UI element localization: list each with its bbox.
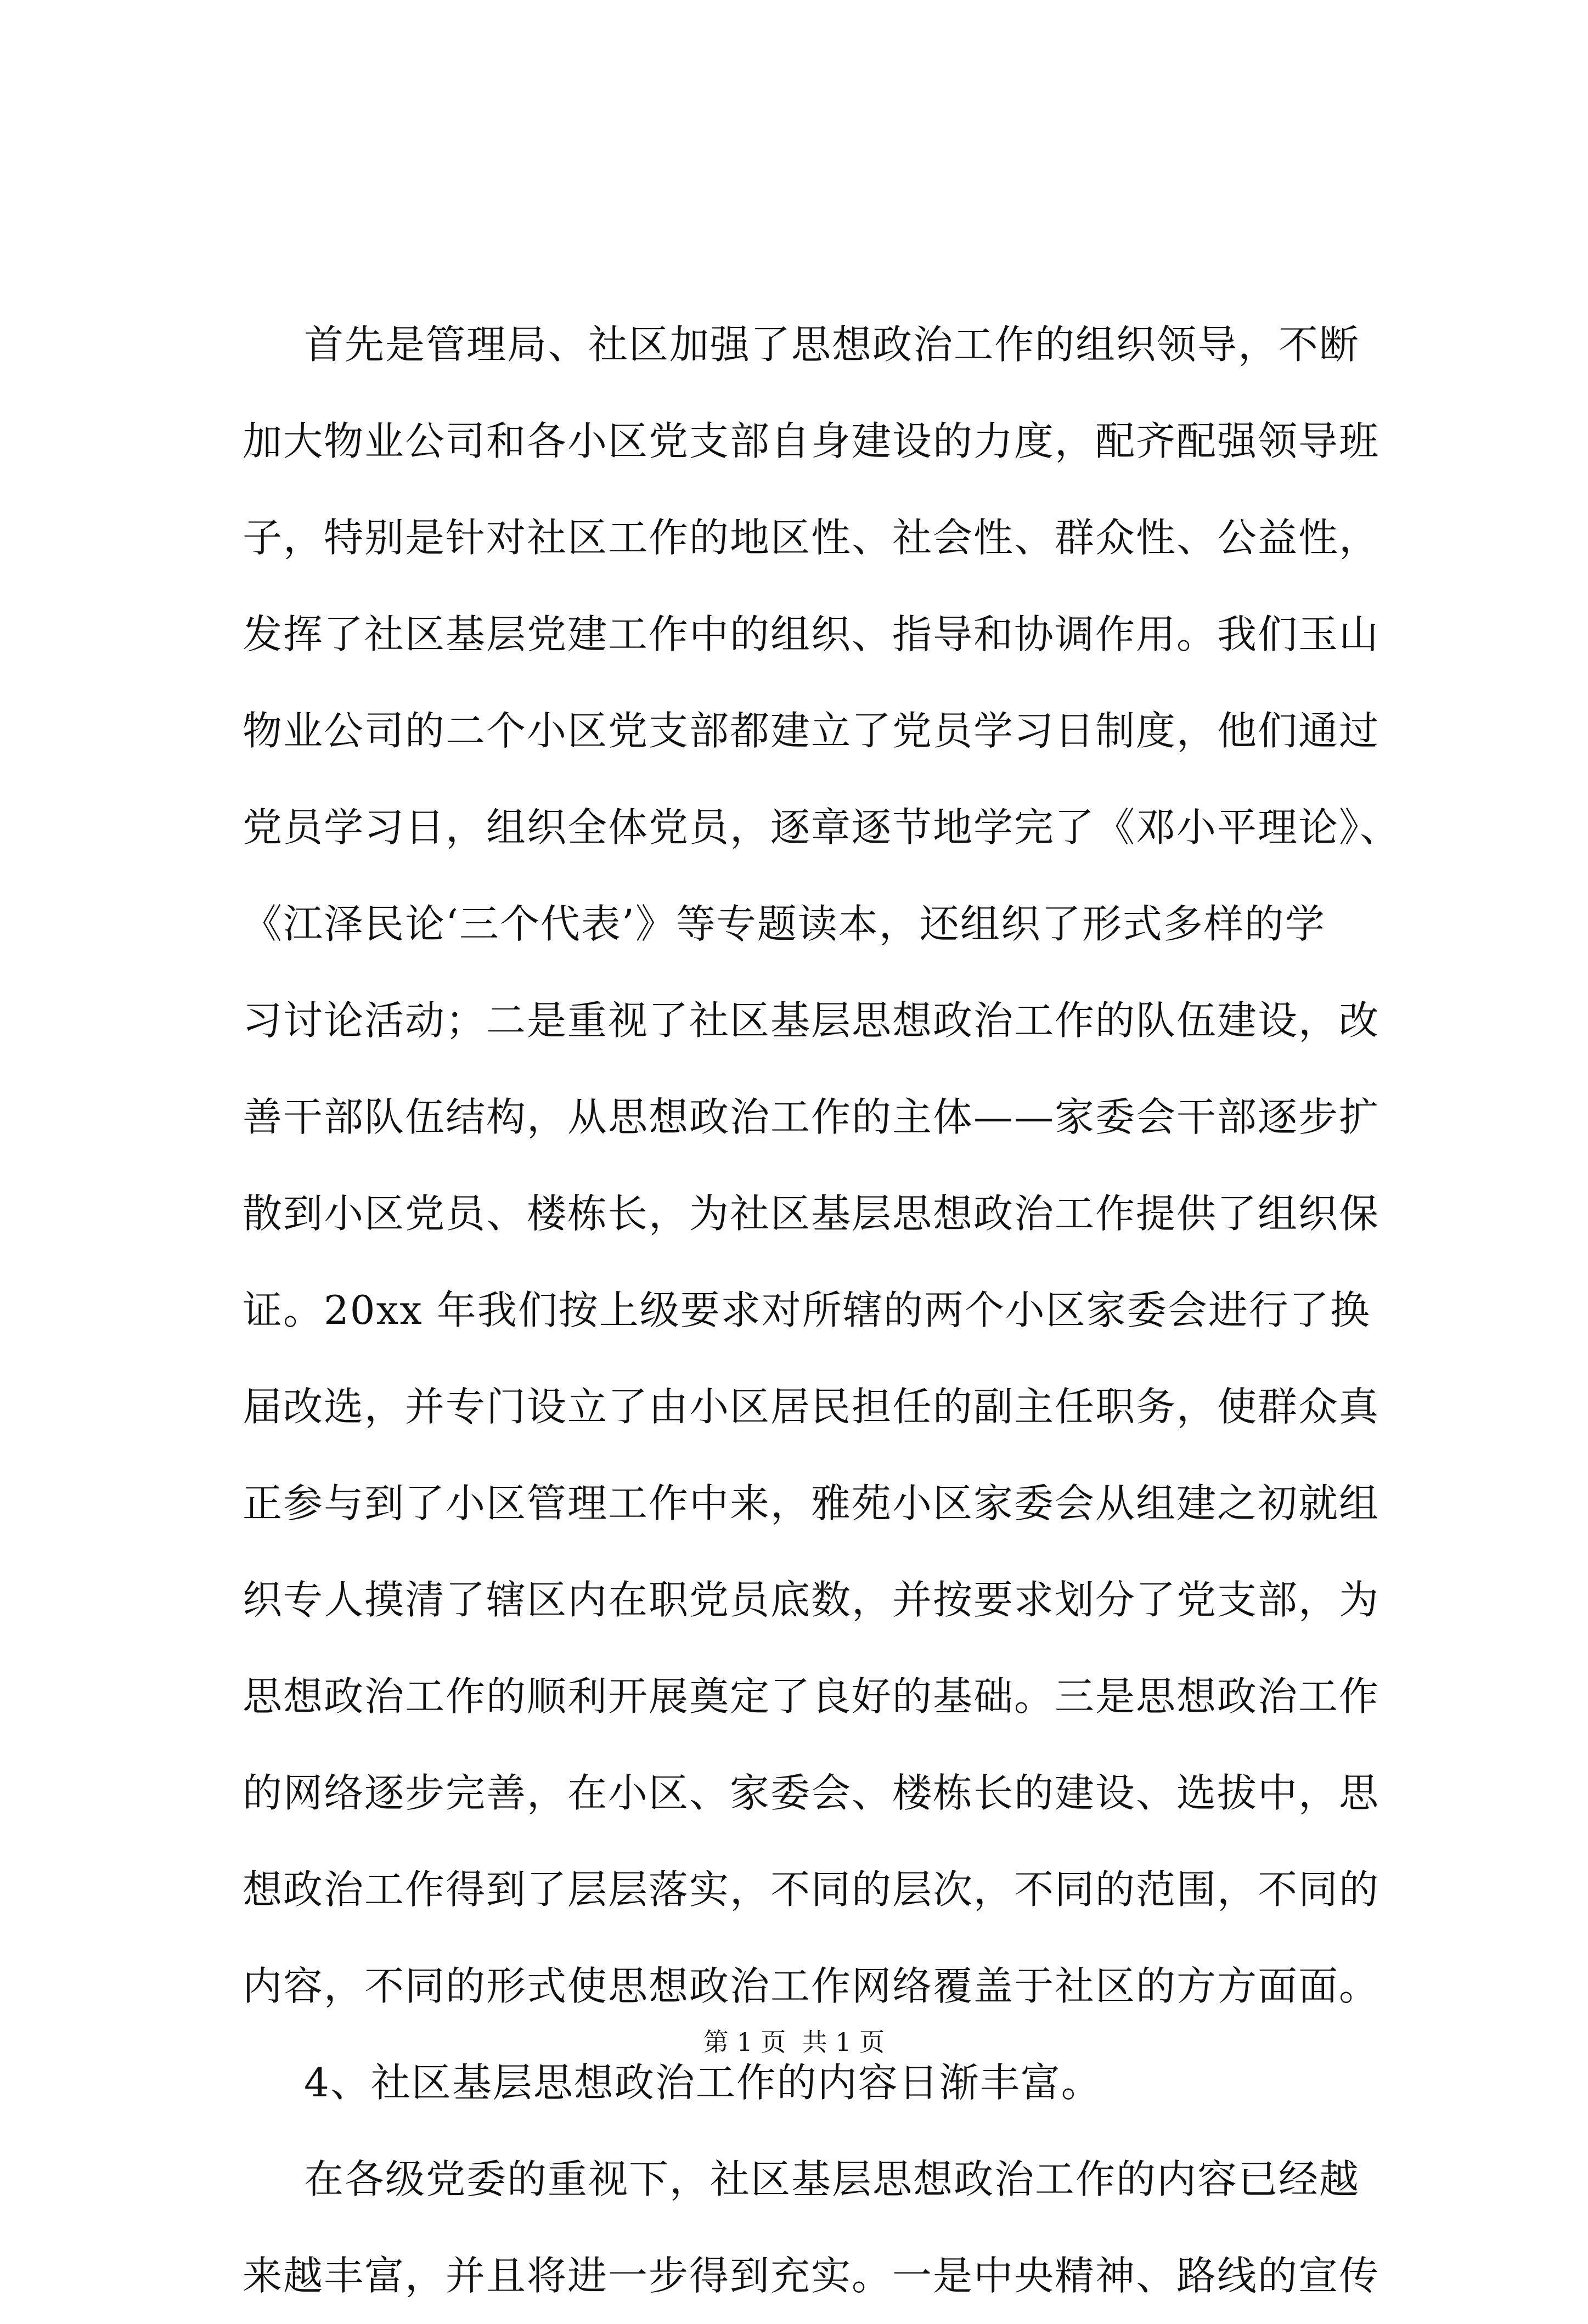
text-line: 思想政治工作的顺利开展奠定了良好的基础。三是思想政治工作	[243, 1673, 1380, 1719]
text-line: 想政治工作得到了层层落实，不同的层次，不同的范围，不同的	[243, 1866, 1380, 1913]
text-line: 善干部队伍结构，从思想政治工作的主体——家委会干部逐步扩	[243, 1094, 1380, 1140]
text-line: 习讨论活动；二是重视了社区基层思想政治工作的队伍建设，改	[243, 997, 1380, 1043]
text-line: 加大物业公司和各小区党支部自身建设的力度，配齐配强领导班	[243, 418, 1380, 464]
text-line: 正参与到了小区管理工作中来，雅苑小区家委会从组建之初就组	[243, 1480, 1380, 1526]
text-line: 发挥了社区基层党建工作中的组织、指导和协调作用。我们玉山	[243, 611, 1380, 657]
page-footer: 第 1 页 共 1 页	[703, 2027, 885, 2057]
text-line: 内容，不同的形式使思想政治工作网络覆盖于社区的方方面面。	[243, 1963, 1380, 2009]
text-line: 物业公司的二个小区党支部都建立了党员学习日制度，他们通过	[243, 708, 1380, 754]
text-line: 党员学习日，组织全体党员，逐章逐节地学完了《邓小平理论》、	[243, 804, 1401, 850]
text-line: 的网络逐步完善，在小区、家委会、楼栋长的建设、选拔中，思	[243, 1770, 1380, 1816]
text-line: 散到小区党员、楼栋长，为社区基层思想政治工作提供了组织保	[243, 1191, 1380, 1237]
text-line: 在各级党委的重视下，社区基层思想政治工作的内容已经越	[304, 2156, 1360, 2202]
text-line: 子，特别是针对社区工作的地区性、社会性、群众性、公益性，	[243, 515, 1380, 561]
text-line: 来越丰富，并且将进一步得到充实。一是中央精神、路线的宣传	[243, 2253, 1380, 2299]
text-line: 证。20xx 年我们按上级要求对所辖的两个小区家委会进行了换	[243, 1287, 1371, 1333]
section-heading: 4、社区基层思想政治工作的内容日渐丰富。	[304, 2060, 1102, 2106]
text-line: 首先是管理局、社区加强了思想政治工作的组织领导，不断	[304, 321, 1360, 368]
text-line: 《江泽民论‘三个代表’》等专题读本，还组织了形式多样的学	[243, 901, 1326, 947]
text-line: 届改选，并专门设立了由小区居民担任的副主任职务，使群众真	[243, 1384, 1380, 1430]
body-text	[243, 296, 1408, 2324]
text-line: 织专人摸清了辖区内在职党员底数，并按要求划分了党支部，为	[243, 1577, 1380, 1623]
